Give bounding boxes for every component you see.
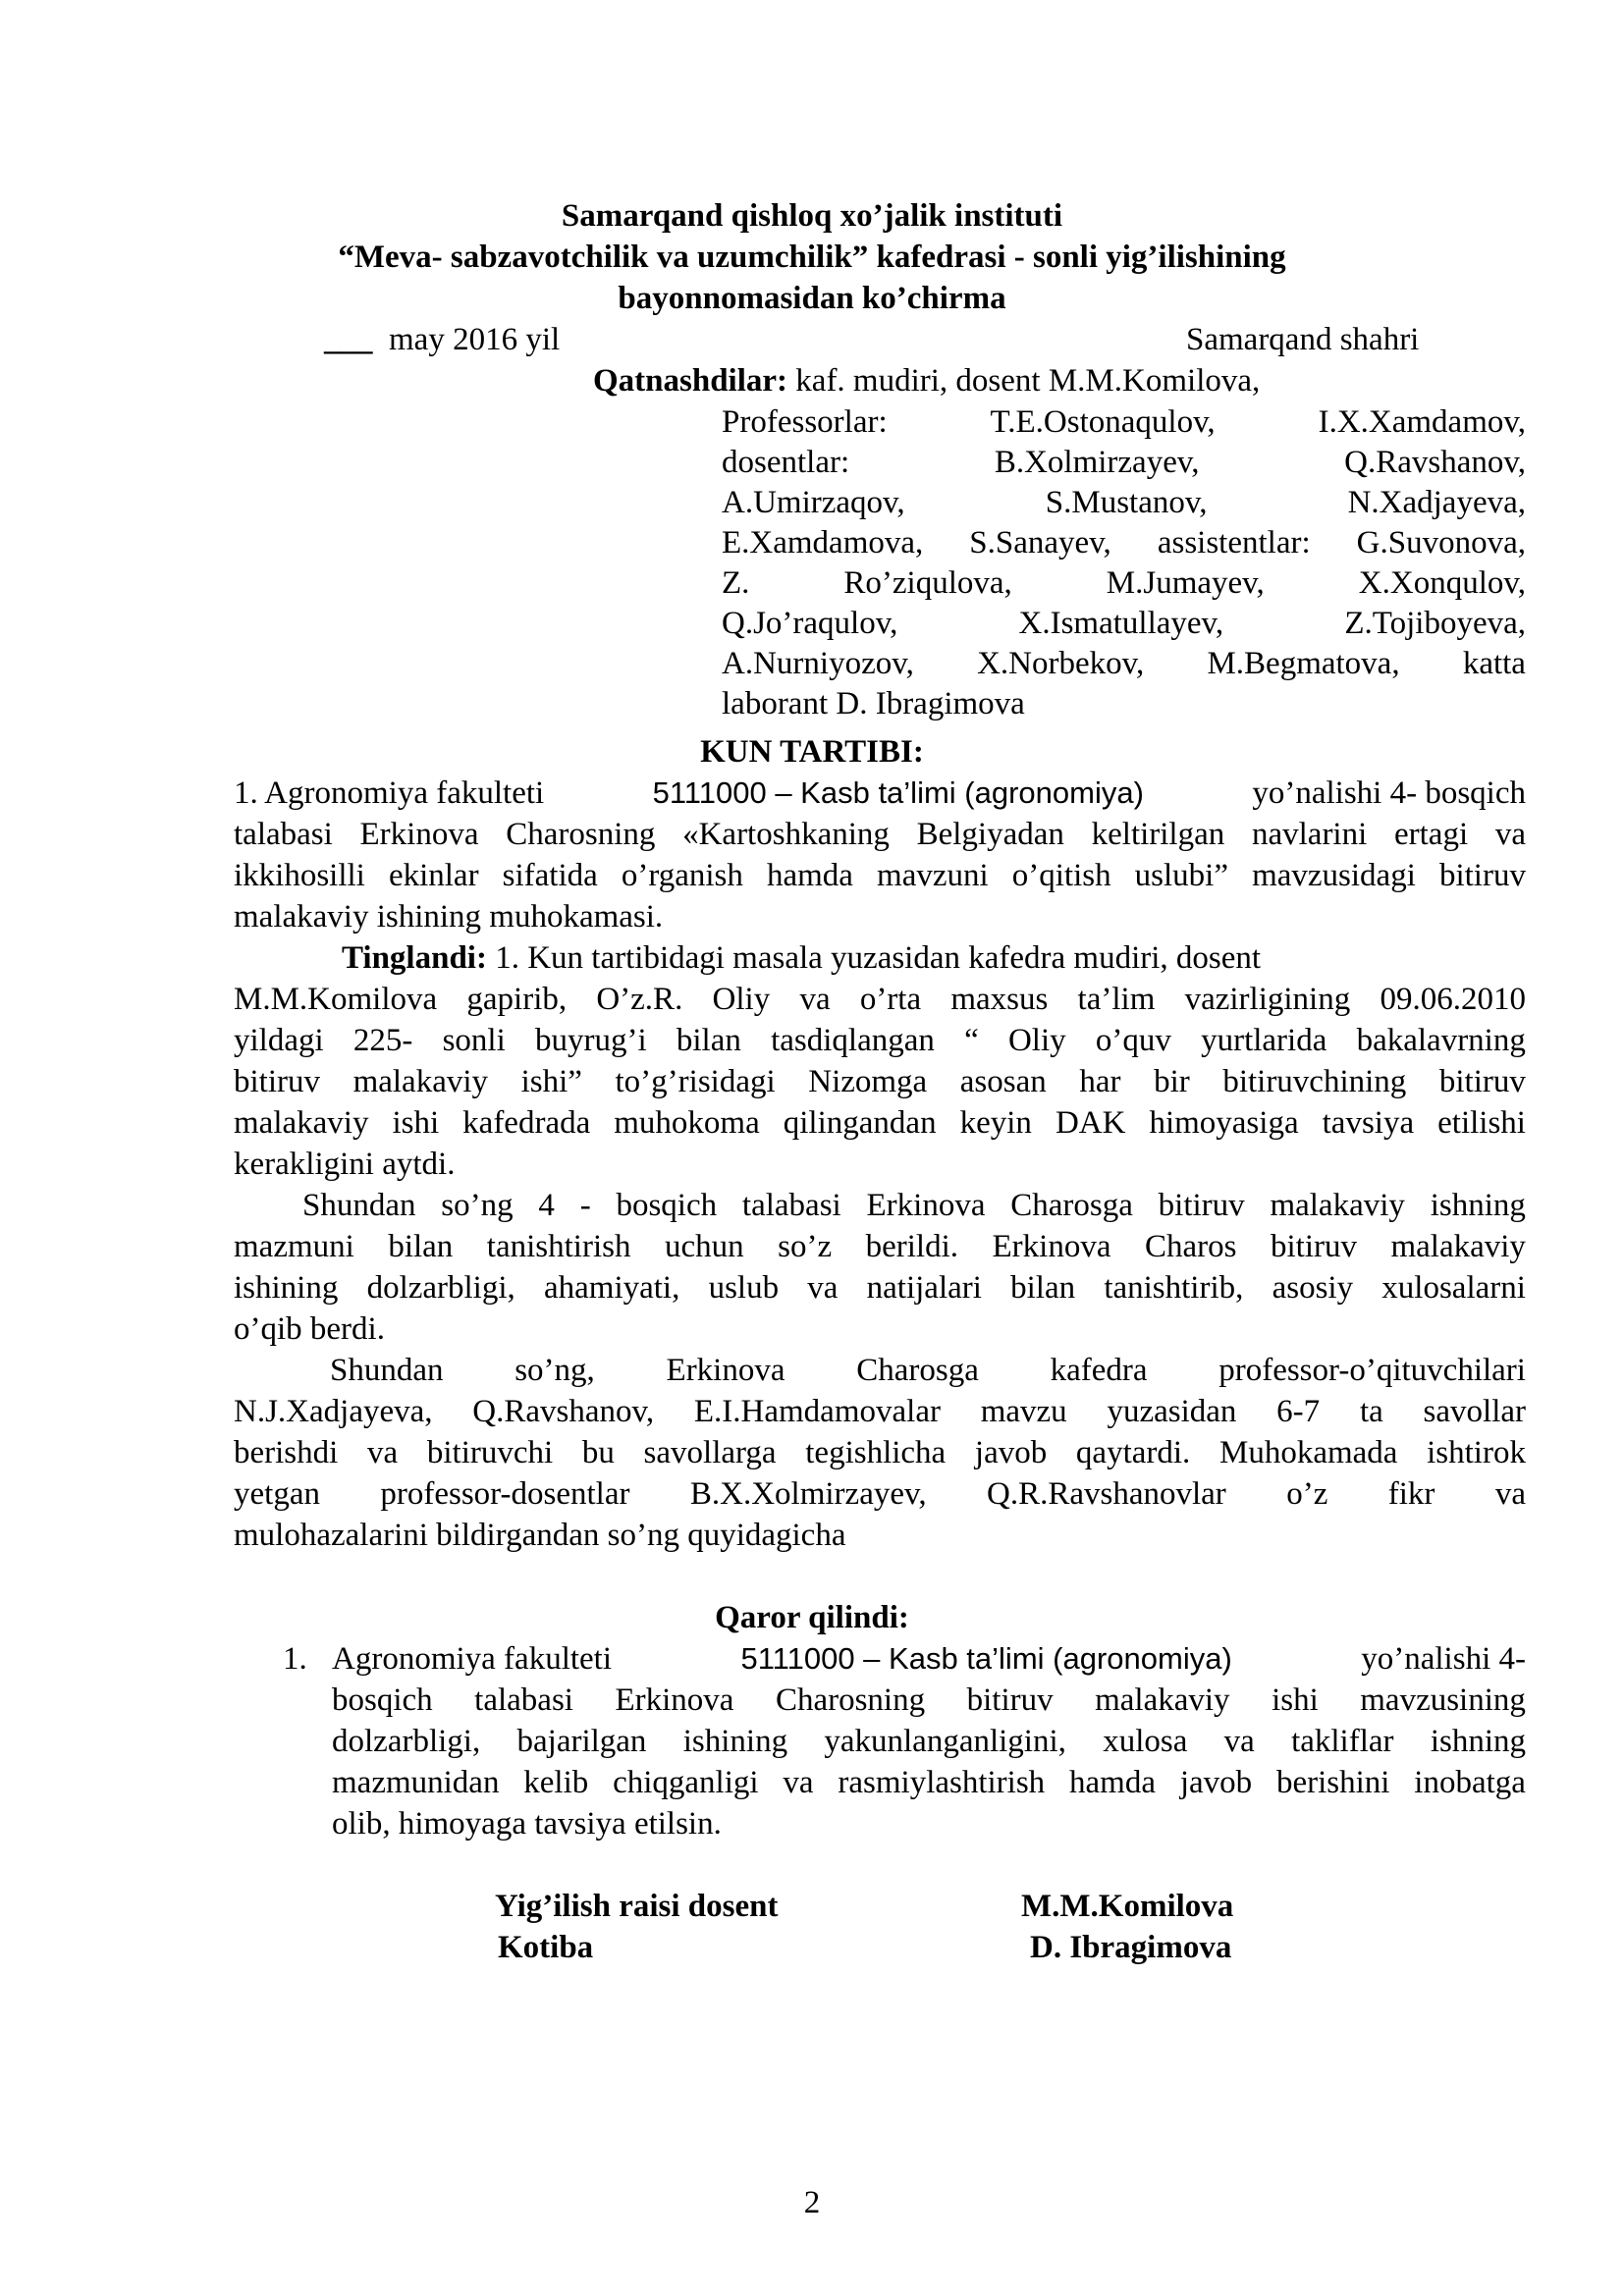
- para2-line-last: o’qib berdi.: [234, 1311, 385, 1347]
- decision-line: [332, 1721, 1526, 1762]
- chair-role: Yig’ilish raisi dosent: [495, 1889, 779, 1924]
- word: bitiruvchi: [426, 1435, 554, 1470]
- word: uchun: [664, 1229, 744, 1264]
- word: uslubi”: [1134, 858, 1228, 893]
- heard-line-last: kerakligini aytdi.: [234, 1147, 456, 1182]
- word: yildagi: [234, 1023, 324, 1058]
- word: o’qitish: [1011, 858, 1111, 893]
- word: bitiruvchining: [1222, 1064, 1407, 1099]
- para3-line: [234, 1391, 1526, 1432]
- word: tanishtirish: [486, 1229, 631, 1264]
- secretary-name: D. Ibragimova: [1030, 1930, 1232, 1965]
- word: ishining: [234, 1270, 339, 1306]
- word: javob: [1179, 1765, 1253, 1800]
- word: bilan: [388, 1229, 454, 1264]
- document-title: bayonnomasidan ko’chirma: [618, 281, 1006, 316]
- word: Charosga: [1010, 1188, 1133, 1223]
- word: vazirligining: [1184, 982, 1351, 1017]
- word: yuzasidan: [1107, 1394, 1237, 1429]
- participant-name: laborant D. Ibragimova: [722, 686, 1025, 721]
- decision-line-part: yo’nalishi 4-: [1361, 1641, 1526, 1677]
- participant-line: [722, 683, 1526, 723]
- heard-line: [234, 1102, 1526, 1144]
- participant-name: T.E.Ostonaqulov,: [990, 404, 1216, 440]
- word: va: [783, 1765, 814, 1800]
- word: bakalavrning: [1356, 1023, 1526, 1058]
- word: bajarilgan: [516, 1724, 647, 1759]
- word: bu: [581, 1435, 615, 1470]
- word: mavzuni: [877, 858, 989, 893]
- word: 4: [538, 1188, 555, 1223]
- word: mavzu: [980, 1394, 1067, 1429]
- heard-label: Tinglandi:: [342, 940, 487, 976]
- word: bilan: [1010, 1270, 1076, 1306]
- word: ishi: [1272, 1682, 1319, 1718]
- decision-line-last: olib, himoyaga tavsiya etilsin.: [332, 1806, 722, 1842]
- word: savollarga: [643, 1435, 777, 1470]
- word: kafedra: [1050, 1353, 1148, 1388]
- agenda-item-1: [234, 773, 1526, 937]
- participant-line: [722, 482, 1526, 522]
- word: Erkinova: [615, 1682, 734, 1718]
- word: kelib: [523, 1765, 589, 1800]
- word: va: [1494, 817, 1526, 852]
- word: keltirilgan: [1091, 817, 1225, 852]
- word: o’rganish: [621, 858, 743, 893]
- word: Muhokamada: [1218, 1435, 1398, 1470]
- decision-heading: Qaror qilindi:: [715, 1600, 909, 1635]
- word: uslub: [708, 1270, 780, 1306]
- secretary-role: Kotiba: [498, 1930, 594, 1965]
- word: so’z: [778, 1229, 833, 1264]
- word: Erkinova: [866, 1188, 986, 1223]
- word: keyin: [959, 1105, 1032, 1141]
- decision-number: 1.: [283, 1641, 307, 1677]
- word: ahamiyati,: [543, 1270, 680, 1306]
- word: so’ng,: [514, 1353, 595, 1388]
- word: javob: [974, 1435, 1048, 1470]
- participant-name: N.Xadjayeva,: [1347, 485, 1526, 520]
- decision-line: [332, 1638, 1526, 1680]
- word: va: [1494, 1476, 1526, 1512]
- participant-line: [722, 643, 1526, 683]
- word: sifatida: [502, 858, 598, 893]
- para3-line-last: mulohazalarini bildirgandan so’ng quyidagicha: [234, 1518, 846, 1553]
- word: va: [1223, 1724, 1255, 1759]
- word: har: [1079, 1064, 1121, 1099]
- word: Charosning: [506, 817, 656, 852]
- word: xulosalarni: [1381, 1270, 1526, 1306]
- word: bosqich: [616, 1188, 718, 1223]
- decision-line: [332, 1762, 1526, 1803]
- para2-line: [234, 1185, 1526, 1226]
- participant-name: Q.Jo’raqulov,: [722, 606, 898, 641]
- participant-line: [722, 562, 1526, 603]
- participant-name: X.Ismatullayev,: [1018, 606, 1224, 641]
- agenda-heading: KUN TARTIBI:: [700, 734, 924, 770]
- participant-line: [722, 522, 1526, 562]
- word: Q.R.Ravshanovlar: [987, 1476, 1226, 1512]
- department-title: “Meva- sabzavotchilik va uzumchilik” kafedrasi - sonli yig’ilishining: [338, 240, 1286, 275]
- presentation-paragraph: [234, 1185, 1526, 1350]
- word: -: [579, 1188, 591, 1223]
- word: himoyasiga: [1149, 1105, 1299, 1141]
- word: yurtlarida: [1201, 1023, 1327, 1058]
- participant-line: [722, 401, 1526, 442]
- word: talabasi: [741, 1188, 841, 1223]
- participant-name: Professorlar:: [722, 404, 888, 440]
- word: hamda: [766, 858, 853, 893]
- chair-name: M.M.Komilova: [1021, 1889, 1234, 1924]
- participant-name: E.Xamdamova,: [722, 525, 924, 561]
- heard-first-line: [234, 937, 1526, 979]
- agenda-line: [234, 773, 1526, 814]
- word: natijalari: [866, 1270, 982, 1306]
- word: Charosning: [775, 1682, 926, 1718]
- para2-line: [234, 1267, 1526, 1308]
- word: mazmuni: [234, 1229, 354, 1264]
- word: muhokoma: [614, 1105, 760, 1141]
- word: bitiruv: [234, 1064, 320, 1099]
- word: talabasi: [234, 817, 333, 852]
- heard-line: [234, 1020, 1526, 1061]
- word: sonli: [442, 1023, 506, 1058]
- word: dolzarbligi,: [332, 1724, 481, 1759]
- word: bitiruv: [1438, 858, 1526, 893]
- para2-line: [234, 1226, 1526, 1267]
- participant-name: S.Mustanov,: [1045, 485, 1208, 520]
- para3-line: [234, 1432, 1526, 1473]
- participant-name: M.Jumayev,: [1106, 565, 1265, 601]
- participants-lead-line: [593, 360, 1260, 401]
- word: buyrug’i: [535, 1023, 647, 1058]
- word: Oliy: [712, 982, 771, 1017]
- word: maxsus: [950, 982, 1049, 1017]
- participant-line: [722, 603, 1526, 643]
- word: 09.06.2010: [1380, 982, 1526, 1017]
- participant-name: S.Sanayev,: [969, 525, 1111, 561]
- word: berishdi: [234, 1435, 339, 1470]
- agenda-line-part: 1. Agronomiya fakulteti: [234, 775, 545, 811]
- word: ishtirok: [1427, 1435, 1526, 1470]
- word: 225-: [352, 1023, 413, 1058]
- word: ishning: [1430, 1188, 1526, 1223]
- word: mavzusining: [1360, 1682, 1526, 1718]
- word: Charosga: [856, 1353, 979, 1388]
- word: Shundan: [330, 1353, 444, 1388]
- participant-line: [722, 442, 1526, 482]
- word: M.M.Komilova: [234, 982, 438, 1017]
- word: ekinlar: [388, 858, 479, 893]
- participant-name: M.Begmatova,: [1207, 646, 1400, 681]
- word: bitiruv: [1438, 1064, 1526, 1099]
- participants-list: [722, 401, 1526, 723]
- para3-line: [234, 1473, 1526, 1515]
- page-number: 2: [803, 2185, 821, 2220]
- participant-name: B.Xolmirzayev,: [994, 445, 1200, 480]
- participants-label: Qatnashdilar:: [593, 363, 788, 399]
- word: gapirib,: [466, 982, 568, 1017]
- word: etilishi: [1437, 1105, 1526, 1141]
- para3-line: [234, 1350, 1526, 1391]
- word: chiqganligi: [613, 1765, 759, 1800]
- participant-name: I.X.Xamdamov,: [1318, 404, 1526, 440]
- participant-name: G.Suvonova,: [1356, 525, 1526, 561]
- word: mavzusidagi: [1252, 858, 1416, 893]
- word: kafedrada: [462, 1105, 591, 1141]
- word: malakaviy: [1270, 1188, 1405, 1223]
- word: Belgiyadan: [916, 817, 1064, 852]
- word: bilan: [676, 1023, 741, 1058]
- agenda-line: [234, 896, 1526, 937]
- word: rasmiylashtirish: [838, 1765, 1046, 1800]
- word: qaytardi.: [1075, 1435, 1191, 1470]
- word: “: [964, 1023, 979, 1058]
- word: o’z: [1286, 1476, 1328, 1512]
- word: B.X.Xolmirzayev,: [689, 1476, 927, 1512]
- word: Q.Ravshanov,: [472, 1394, 655, 1429]
- word: Shundan: [302, 1188, 416, 1223]
- word: bitiruv: [966, 1682, 1054, 1718]
- word: so’ng: [441, 1188, 514, 1223]
- decision-line: [332, 1680, 1526, 1721]
- agenda-line: [234, 814, 1526, 855]
- date-text: may 2016 yil: [389, 322, 561, 357]
- institute-title: Samarqand qishloq xo’jalik instituti: [561, 198, 1063, 234]
- word: malakaviy: [1390, 1229, 1526, 1264]
- agenda-line-part: yo’nalishi 4- bosqich: [1252, 775, 1526, 811]
- word: berishini: [1275, 1765, 1390, 1800]
- word: yakunlanganligini,: [824, 1724, 1066, 1759]
- word: navlarini: [1251, 817, 1368, 852]
- participants-lead: kaf. mudiri, dosent M.M.Komilova,: [795, 363, 1261, 399]
- word: ishi”: [520, 1064, 582, 1099]
- word: ta’lim: [1077, 982, 1156, 1017]
- participant-name: Z.Tojiboyeva,: [1344, 606, 1526, 641]
- word: qilingandan: [783, 1105, 937, 1141]
- word: tegishlicha: [805, 1435, 947, 1470]
- word: xulosa: [1103, 1724, 1188, 1759]
- agenda-line: [234, 855, 1526, 896]
- word: ishning: [1430, 1724, 1526, 1759]
- decision-line-part: Agronomiya fakulteti: [332, 1641, 613, 1677]
- word: ikkihosilli: [234, 858, 365, 893]
- participant-name: X.Norbekov,: [977, 646, 1145, 681]
- participant-name: Ro’ziqulova,: [843, 565, 1012, 601]
- meeting-date: [324, 319, 560, 360]
- decision-program-code: 5111000 – Kasb ta’limi (agronomiya): [740, 1641, 1232, 1676]
- participant-name: A.Nurniyozov,: [722, 646, 914, 681]
- agenda-line-text: malakaviy ishining muhokamasi.: [234, 899, 664, 934]
- word: malakaviy: [1095, 1682, 1230, 1718]
- word: E.I.Hamdamovalar: [693, 1394, 941, 1429]
- word: takliflar: [1291, 1724, 1394, 1759]
- heard-line: [234, 1061, 1526, 1102]
- participant-name: dosentlar:: [722, 445, 850, 480]
- word: va: [807, 1270, 839, 1306]
- word: N.J.Xadjayeva,: [234, 1394, 433, 1429]
- word: tavsiya: [1322, 1105, 1415, 1141]
- word: ishining: [682, 1724, 788, 1759]
- word: tanishtirib,: [1104, 1270, 1244, 1306]
- word: hamda: [1069, 1765, 1156, 1800]
- word: Nizomga: [808, 1064, 928, 1099]
- word: tasdiqlangan: [771, 1023, 935, 1058]
- heard-first-text: 1. Kun tartibidagi masala yuzasidan kafedra mudiri, dosent: [486, 940, 1262, 976]
- participant-name: A.Umirzaqov,: [722, 485, 905, 520]
- word: va: [367, 1435, 399, 1470]
- participant-name: X.Xonqulov,: [1358, 565, 1526, 601]
- participant-name: assistentlar:: [1157, 525, 1311, 561]
- word: yetgan: [234, 1476, 320, 1512]
- word: malakaviy: [234, 1105, 369, 1141]
- word: ishi: [392, 1105, 440, 1141]
- word: inobatga: [1414, 1765, 1526, 1800]
- word: Erkinova: [666, 1353, 785, 1388]
- heard-section: [234, 937, 1526, 1185]
- word: O’z.R.: [596, 982, 683, 1017]
- agenda-program-code: 5111000 – Kasb ta’limi (agronomiya): [652, 775, 1144, 810]
- word: bitiruv: [1270, 1229, 1357, 1264]
- word: asosan: [959, 1064, 1047, 1099]
- word: o’rta: [859, 982, 922, 1017]
- discussion-paragraph: [234, 1350, 1526, 1556]
- word: malakaviy: [352, 1064, 489, 1099]
- word: bitiruv: [1158, 1188, 1245, 1223]
- word: asosiy: [1272, 1270, 1354, 1306]
- word: 6-7: [1276, 1394, 1321, 1429]
- participant-name: Q.Ravshanov,: [1344, 445, 1526, 480]
- word: DAK: [1055, 1105, 1126, 1141]
- word: mazmunidan: [332, 1765, 500, 1800]
- word: ta: [1359, 1394, 1383, 1429]
- word: savollar: [1423, 1394, 1526, 1429]
- word: «Kartoshkaning: [682, 817, 890, 852]
- word: bir: [1154, 1064, 1190, 1099]
- participant-name: katta: [1462, 646, 1526, 681]
- word: Oliy: [1007, 1023, 1066, 1058]
- word: Erkinova: [359, 817, 479, 852]
- word: professor-o’qituvchilari: [1218, 1353, 1526, 1388]
- participant-name: Z.: [722, 565, 750, 601]
- word: Erkinova: [992, 1229, 1111, 1264]
- word: dolzarbligi,: [366, 1270, 515, 1306]
- word: to’g’risidagi: [615, 1064, 776, 1099]
- word: berildi.: [865, 1229, 959, 1264]
- decision-item-1: [332, 1638, 1526, 1844]
- word: fikr: [1387, 1476, 1435, 1512]
- word: va: [799, 982, 831, 1017]
- word: talabasi: [474, 1682, 573, 1718]
- word: professor-dosentlar: [380, 1476, 630, 1512]
- word: o’quv: [1095, 1023, 1171, 1058]
- meeting-place: Samarqand shahri: [1186, 322, 1420, 357]
- heard-line: [234, 979, 1526, 1020]
- word: ertagi: [1394, 817, 1469, 852]
- date-blank: ___: [324, 322, 373, 357]
- word: Charos: [1144, 1229, 1237, 1264]
- word: bosqich: [332, 1682, 433, 1718]
